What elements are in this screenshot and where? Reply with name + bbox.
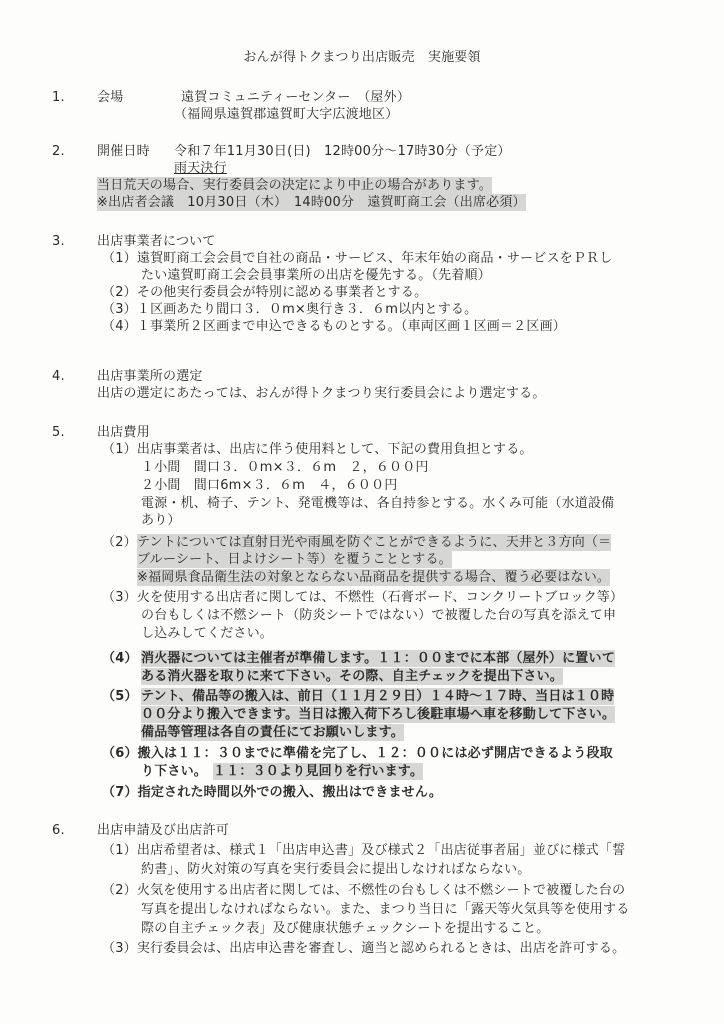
- sec3-item-2: （2）その他実行委員会が特別に認める事業者とする。: [102, 285, 428, 300]
- exhibitor-meeting-note: ※出店者会議 10月30日（木） 14時00分 遠賀町商工会（出席必須）: [97, 195, 526, 210]
- section-1-number: 1.: [52, 90, 65, 105]
- sec6-item-2: （2）火気を使用する出店者に関しては、不燃性の台もしくは不燃シートで被覆した台の: [102, 883, 626, 898]
- sec5-equipment-note-cont: あり）: [141, 513, 181, 528]
- sec5-item-4-label: （4）: [102, 651, 138, 666]
- sec5-item-7: （7）指定された時間以外での搬入、搬出はできません。: [102, 785, 443, 800]
- section-1-heading: 会場: [97, 90, 124, 105]
- sec5-item-2-note: ※福岡県食品衛生法の対象とならない品商品を提供する場合、覆う必要はない。: [137, 570, 611, 585]
- section-3-number: 3.: [52, 234, 65, 249]
- sec5-item-3: （3）火を使用する出店者に関しては、不燃性（石膏ボード、コンクリートブロック等）: [102, 590, 624, 605]
- event-datetime: 令和７年11月30日(日) 12時00分～17時30分（予定）: [174, 144, 511, 159]
- section-2-heading: 開催日時: [97, 144, 150, 159]
- section-5-heading: 出店費用: [97, 425, 150, 440]
- sec5-item-3-cont2: し込みしてください。: [141, 626, 274, 641]
- sec3-item-3: （3）１区画あたり間口３．０m×奥行き３．６m以内とする。: [102, 302, 478, 317]
- sec5-item-2-cont: ブルーシート、日よけシート等）を覆うこととする。: [137, 552, 452, 567]
- sec5-item-6-patrol: １１：３０より見回りを行います。: [213, 764, 424, 779]
- section-6-number: 6.: [52, 823, 65, 838]
- fee-2-booth: ２小間 間口6m×３．６m ４，６００円: [141, 478, 398, 493]
- sec6-item-3: （3）実行委員会は、出店申込書を審査し、適当と認められるときは、出店を許可する。: [102, 941, 626, 956]
- sec5-item-1: （1）出店事業者は、出店に伴う使用料として、下記の費用負担とする。: [102, 442, 533, 457]
- section-2-number: 2.: [52, 144, 65, 159]
- sec5-item-6: （6）搬入は１１：３０までに準備を完了し、１２：００には必ず開店できるよう段取: [102, 746, 613, 761]
- sec5-item-5-label: （5）: [102, 689, 138, 704]
- sec5-item-4: 消火器については主催者が準備します。１１：００までに本部（屋外）に置いて: [141, 651, 615, 666]
- sec6-item-2-cont: 写真を提出しなければならない。また、まつり当日に「露天等火気具等を使用する: [141, 902, 630, 917]
- section-3-heading: 出店事業者について: [97, 234, 216, 249]
- sec5-item-2-label: （2）: [102, 535, 137, 550]
- document-title: おんが得トクまつり出店販売 実施要領: [243, 50, 481, 65]
- sec6-item-1: （1）出店希望者は、様式１「出店申込書」及び様式２「出店従事者届」並びに様式「誓: [102, 843, 626, 858]
- sec5-item-3-cont: の台もしくは不燃シート（防炎シートではない）で被覆した台の写真を添えて申: [141, 608, 617, 623]
- rain-or-shine: 雨天決行: [174, 161, 227, 176]
- cancellation-note: 当日荒天の場合、実行委員会の決定により中止の場合があります。: [97, 178, 492, 193]
- sec5-item-6-cont: り下さい。: [141, 764, 208, 779]
- fee-1-booth: １小間 間口３．０m×３．６m ２，６００円: [141, 460, 429, 475]
- sec5-item-5-cont: ００分より搬入できます。当日は搬入荷下ろし後駐車場へ車を移動して下さい。: [141, 707, 616, 722]
- section-4-number: 4.: [52, 369, 65, 384]
- sec5-item-4-cont: ある消火器を取りに来て下さい。その際、自主チェックを提出下さい。: [141, 669, 564, 684]
- sec3-item-1-cont: たい遠賀町商工会会員事業所の出店を優先する。（先着順）: [141, 268, 491, 283]
- sec6-item-2-cont2: 際の自主チェック表」及び健康状態チェックシートを提出すること。: [141, 921, 550, 936]
- sec3-item-1: （1）遠賀町商工会会員で自社の商品・サービス、年末年始の商品・サービスをＰＲし: [102, 251, 613, 266]
- sec5-item-5: テント、備品等の搬入は、前日（１１月２９日）１４時～１７時、当日は１０時: [141, 689, 615, 704]
- section-5-number: 5.: [52, 425, 65, 440]
- section-4-heading: 出店事業所の選定: [97, 369, 203, 384]
- sec5-item-2: テントについては直射日光や雨風を防ぐことができるように、天井と３方向（＝: [137, 535, 612, 550]
- sec5-item-5-cont2: 備品等管理は各自の責任にてお願いします。: [141, 725, 404, 740]
- sec4-text: 出店の選定にあたっては、おんが得トクまつり実行委員会により選定する。: [97, 386, 546, 401]
- sec5-equipment-note: 電源・机、椅子、テント、発電機等は、各自持参とする。水くみ可能（水道設備: [141, 496, 615, 511]
- sec6-item-1-cont: 約書」、防火対策の写真を実行委員会に提出しなければならない。: [141, 862, 531, 877]
- sec3-item-4: （4）１事業所２区画まで申込できるものとする。（車両区画１区画＝２区画）: [102, 319, 566, 334]
- section-6-heading: 出店申請及び出店許可: [97, 823, 230, 838]
- venue-address: （福岡県遠賀郡遠賀町大字広渡地区）: [174, 107, 399, 122]
- venue-name: 遠賀コミュニティーセンター （屋外）: [181, 90, 411, 105]
